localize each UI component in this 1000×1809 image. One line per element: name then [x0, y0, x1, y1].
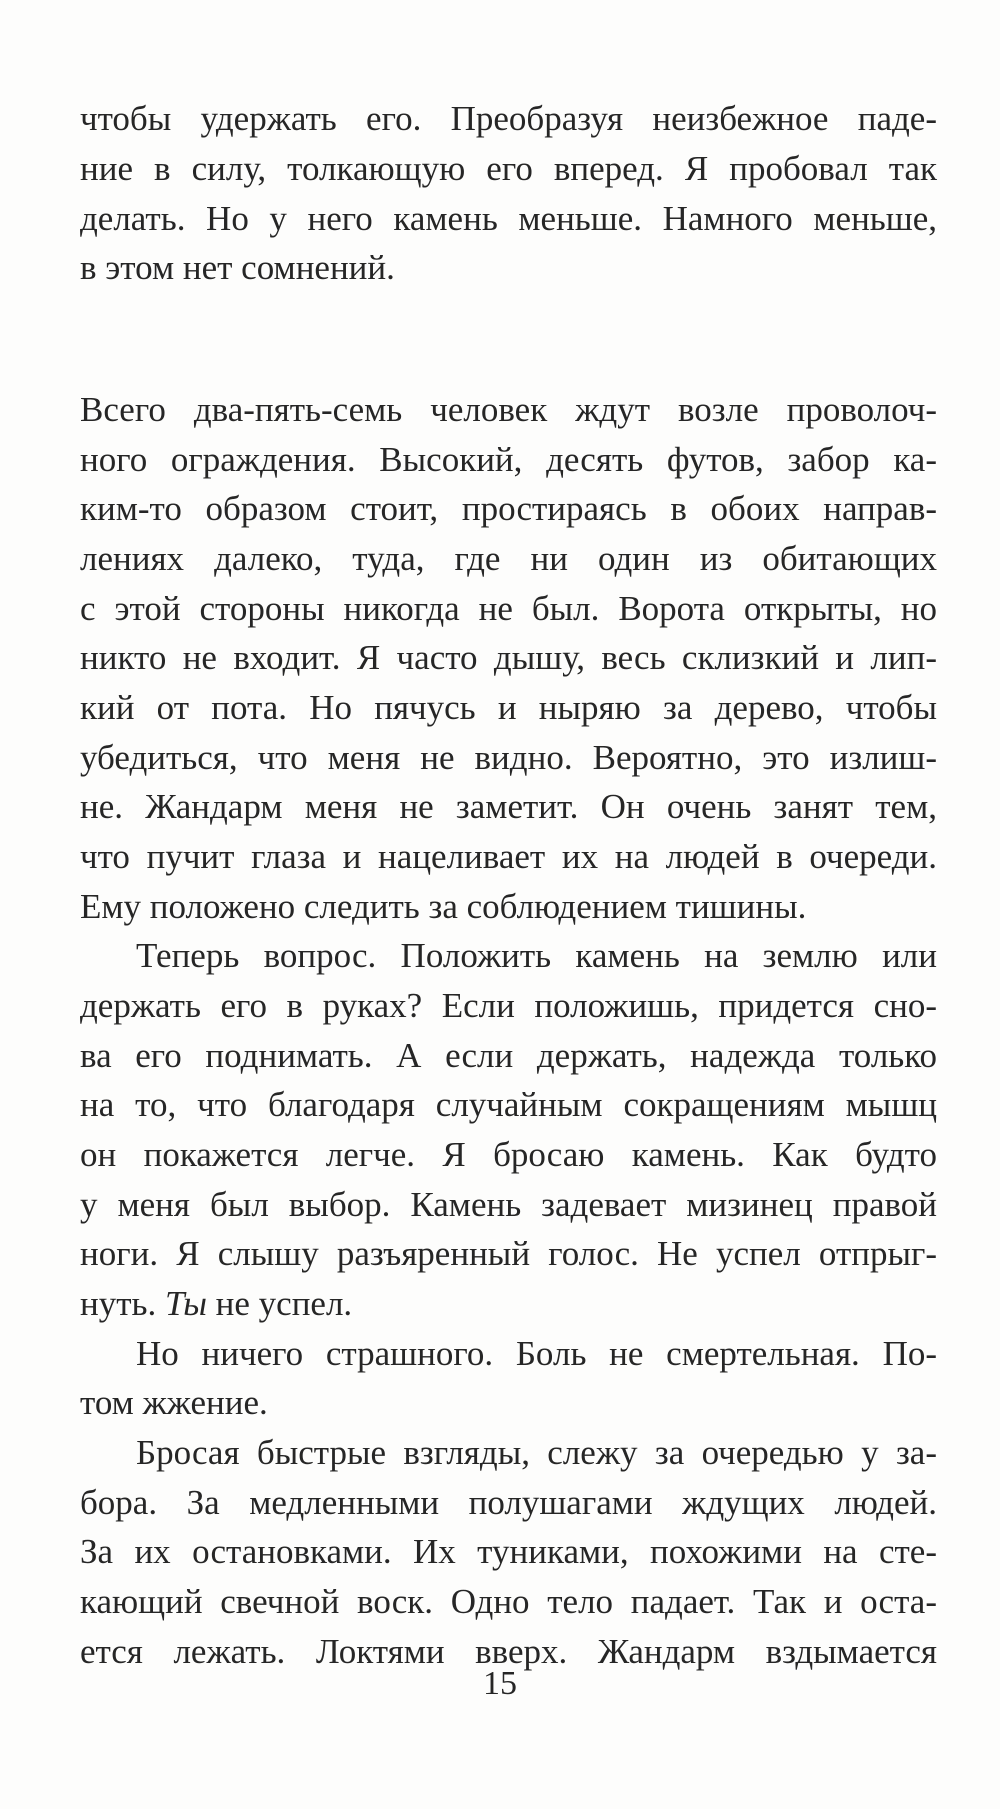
page-number: 15: [483, 1665, 517, 1702]
text-line: держать его в руках? Если положишь, придется сно-: [80, 986, 937, 1025]
text-line: бора. За медленными полушагами ждущих людей.: [80, 1483, 937, 1522]
italic-emphasis: Ты: [165, 1284, 207, 1323]
text-line: не. Жандарм меня не заметит. Он очень занят тем,: [80, 787, 937, 826]
text-line: с этой стороны никогда не был. Ворота открыты, но: [80, 589, 937, 628]
text-line: ется лежать. Локтями вверх. Жандарм вздымается: [80, 1632, 937, 1671]
text-line: никто не входит. Я часто дышу, весь склизкий и лип-: [80, 638, 937, 677]
text-line: Бросая быстрые взгляды, слежу за очередью у за-: [136, 1433, 937, 1472]
text-line: чтобы удержать его. Преобразуя неизбежное паде-: [80, 99, 937, 138]
text-line: кающий свечной воск. Одно тело падает. Так и оста-: [80, 1582, 937, 1621]
text-line: ва его поднимать. А если держать, надежда только: [80, 1036, 937, 1075]
text-line: лениях далеко, туда, где ни один из обитающих: [80, 539, 937, 578]
text-line: ние в силу, толкающую его вперед. Я пробовал так: [80, 149, 937, 188]
text-line: ноги. Я слышу разъяренный голос. Не успел отпрыг-: [80, 1234, 937, 1273]
text-line: За их остановками. Их туниками, похожими на сте-: [80, 1532, 937, 1571]
text-line: делать. Но у него камень меньше. Намного меньше,: [80, 199, 937, 238]
text-line: ного ограждения. Высокий, десять футов, забор ка-: [80, 440, 937, 479]
text-run: нуть.: [80, 1284, 165, 1323]
text-line: убедиться, что меня не видно. Вероятно, это излиш-: [80, 738, 937, 777]
text-line: что пучит глаза и нацеливает их на людей в очереди.: [80, 837, 937, 876]
text-line: кий от пота. Но пячусь и ныряю за дерево, чтобы: [80, 688, 937, 727]
text-line: Ему положено следить за соблюдением тишины.: [80, 887, 807, 926]
text-line: он покажется легче. Я бросаю камень. Как будто: [80, 1135, 937, 1174]
text-line: Но ничего страшного. Боль не смертельная. По-: [136, 1334, 937, 1373]
text-line: Теперь вопрос. Положить камень на землю или: [136, 936, 937, 975]
text-line: Всего два-пять-семь человек ждут возле проволоч-: [80, 390, 937, 429]
text-line: ким-то образом стоит, простираясь в обоих направ-: [80, 489, 937, 528]
text-line: у меня был выбор. Камень задевает мизинец правой: [80, 1185, 937, 1224]
text-line: на то, что благодаря случайным сокращениям мышц: [80, 1085, 937, 1124]
text-line: в этом нет сомнений.: [80, 248, 395, 287]
text-line: [80, 1279, 937, 1329]
text-run: не успел.: [206, 1284, 353, 1323]
text-line: том жжение.: [80, 1383, 268, 1422]
